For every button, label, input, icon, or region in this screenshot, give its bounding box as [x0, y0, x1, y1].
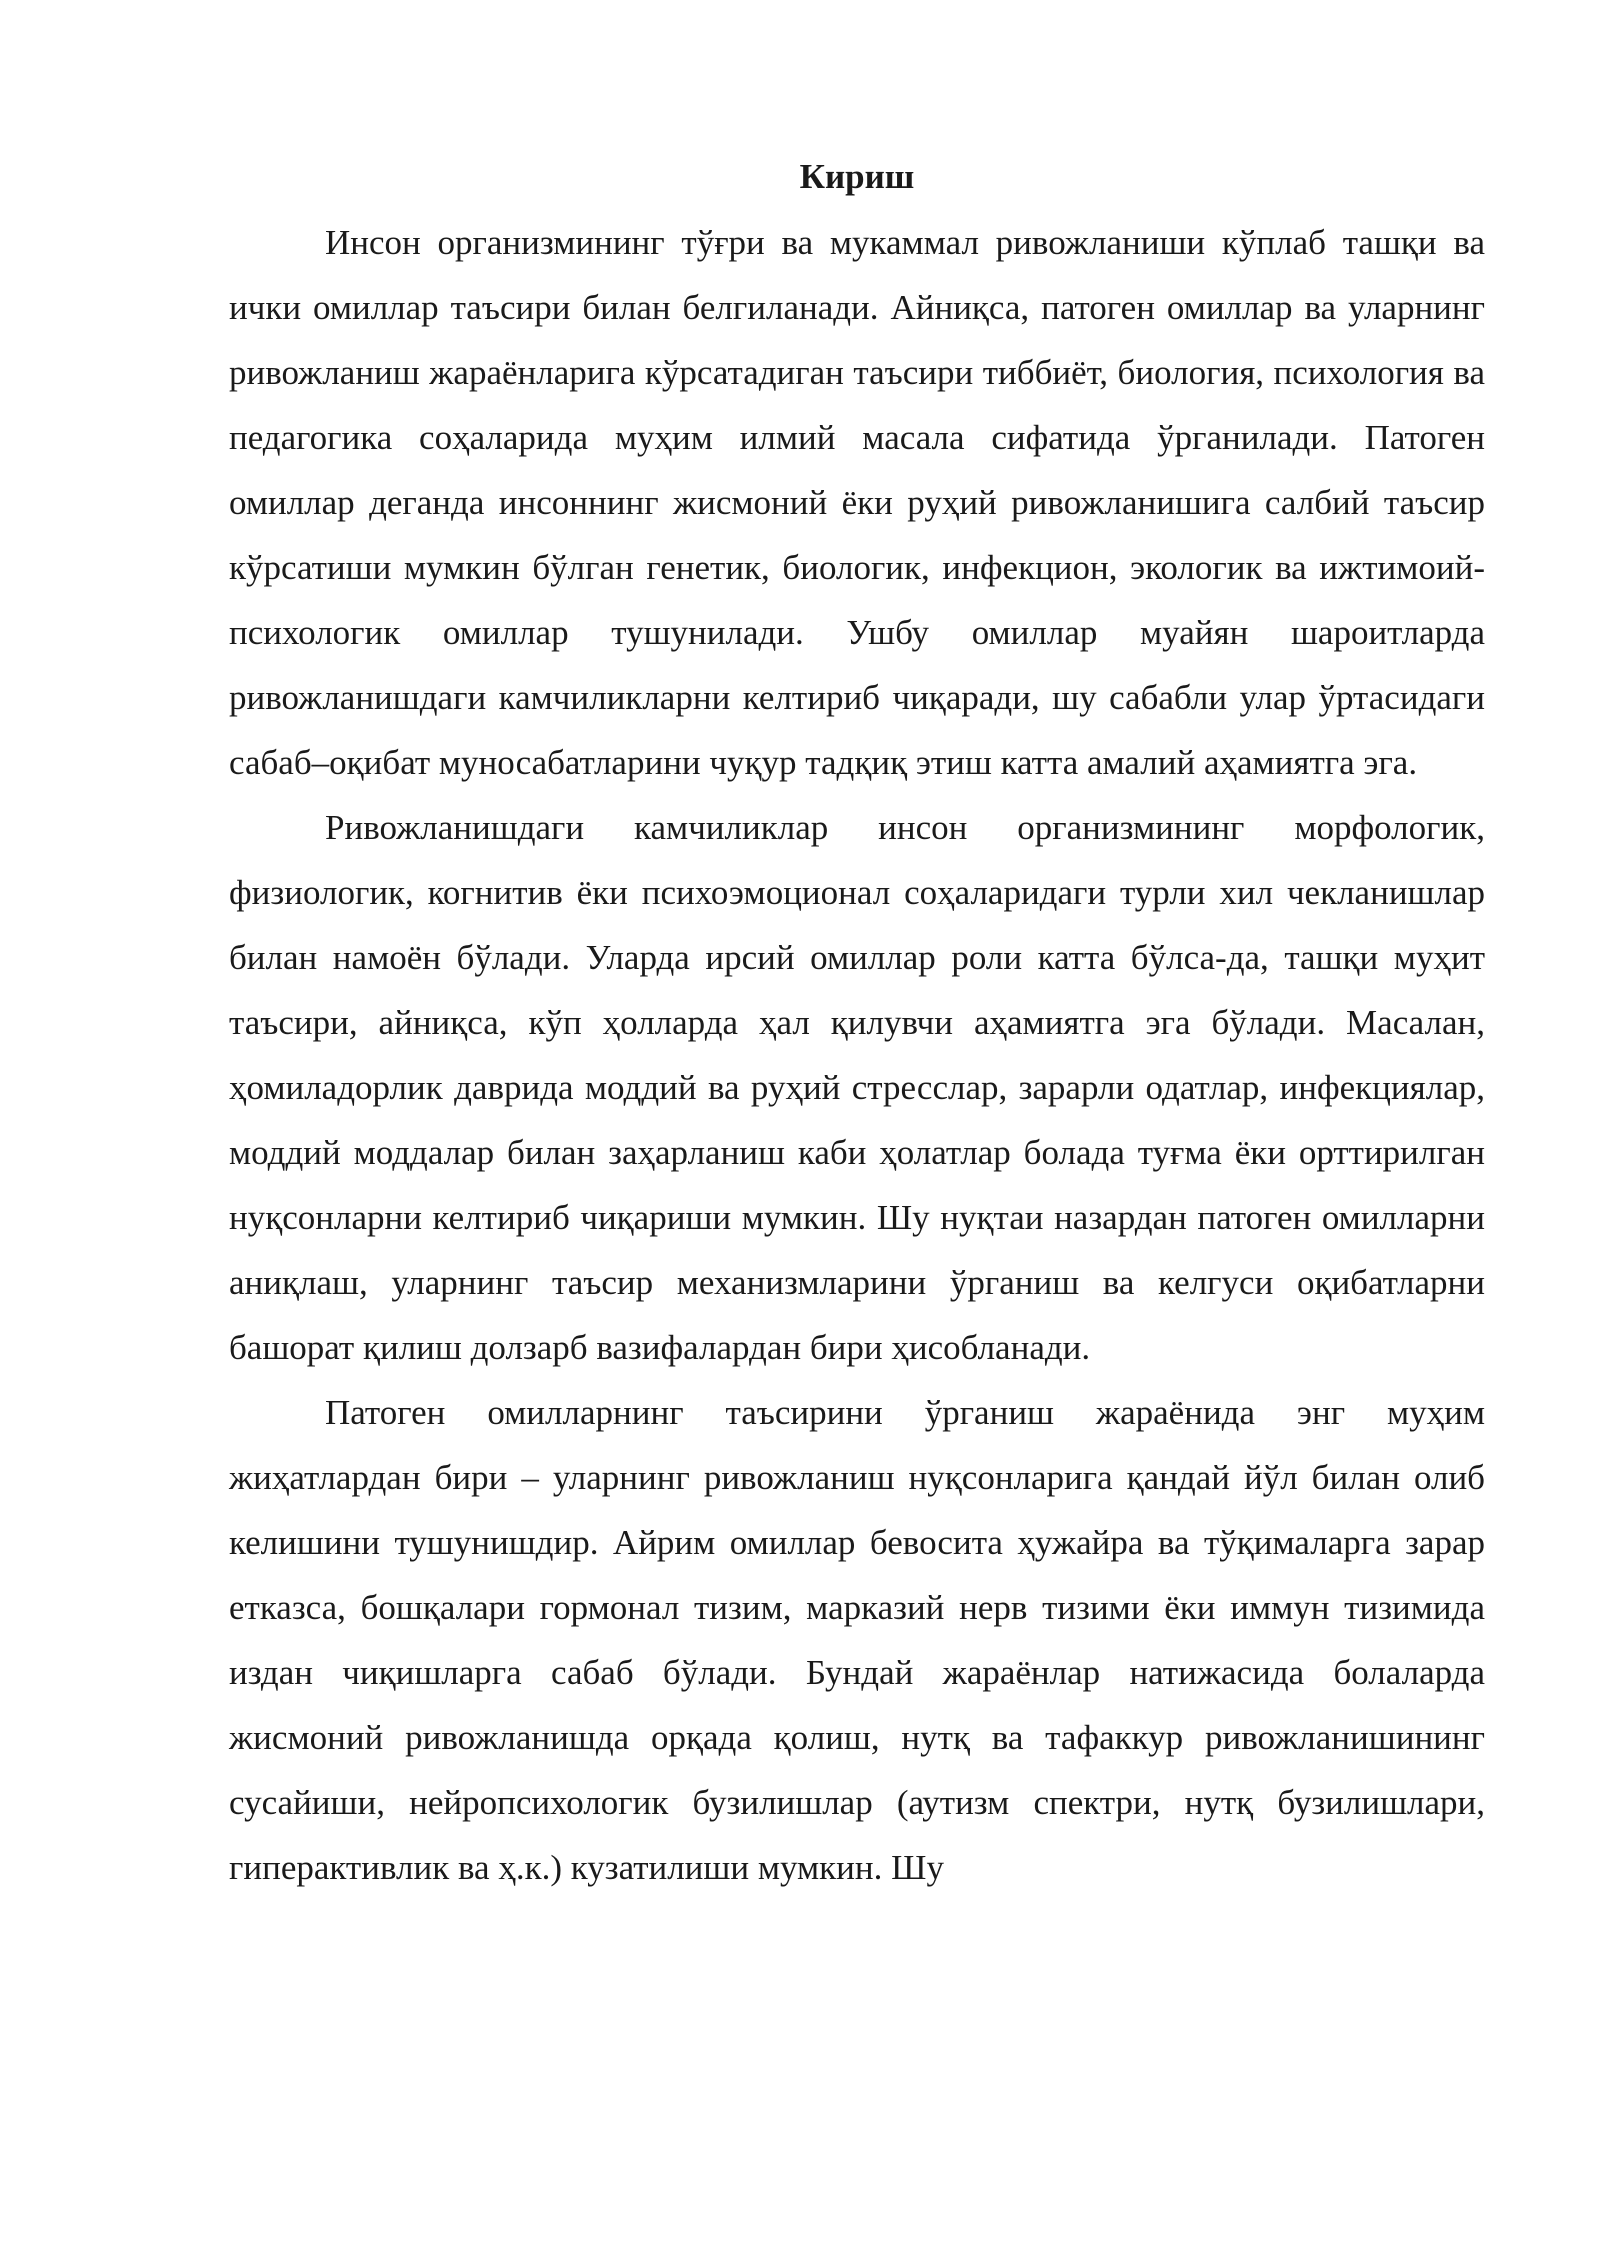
paragraph-3: Патоген омилларнинг таъсирини ўрганиш жараёнида энг муҳим жиҳатлардан бири – уларнинг ривожланиш нуқсонларига қандай йўл билан олиб келишини тушунишдир. Айрим омиллар бевосита ҳужайра ва тўқималарга зарар етказса, бошқалари гормонал тизим, марказий нерв тизими ёки иммун тизимида издан чиқишларга сабаб бўлади. Бундай жараёнлар натижасида болаларда жисмоний ривожланишда орқада қолиш, нутқ ва тафаккур ривожланишининг сусайиши, нейропсихологик бузилишлар (аутизм спектри, нутқ бузилишлари, гиперактивлик ва ҳ.к.) кузатилиши мумкин. Шу — [229, 1393, 1485, 1887]
paragraph-2: Ривожланишдаги камчиликлар инсон организмининг морфологик, физиологик, когнитив ёки психоэмоционал соҳаларидаги турли хил чекланишлар билан намоён бўлади. Уларда ирсий омиллар роли катта бўлса-да, ташқи муҳит таъсири, айниқса, кўп ҳолларда ҳал қилувчи аҳамиятга эга бўлади. Масалан, ҳомиладорлик даврида моддий ва руҳий стресслар, зарарли одатлар, инфекциялар, моддий моддалар билан заҳарланиш каби ҳолатлар болада туғма ёки орттирилган нуқсонларни келтириб чиқариши мумкин. Шу нуқтаи назардан патоген омилларни аниқлаш, уларнинг таъсир механизмларини ўрганиш ва келгуси оқибатларни башорат қилиш долзарб вазифалардан бири ҳисобланади. — [229, 808, 1485, 1367]
document-body — [229, 150, 1485, 1900]
paragraph-1: Инсон организмининг тўғри ва мукаммал ривожланиши кўплаб ташқи ва ички омиллар таъсири билан белгиланади. Айниқса, патоген омиллар ва уларнинг ривожланиш жараёнларига кўрсатадиган таъсири тиббиёт, биология, психология ва педагогика соҳаларида муҳим илмий масала сифатида ўрганилади. Патоген омиллар деганда инсоннинг жисмоний ёки руҳий ривожланишига салбий таъсир кўрсатиши мумкин бўлган генетик, биологик, инфекцион, экологик ва ижтимоий-психологик омиллар тушунилади. Ушбу омиллар муайян шароитларда ривожланишдаги камчиликларни келтириб чиқаради, шу сабабли улар ўртасидаги сабаб–оқибат муносабатларини чуқур тадқиқ этиш катта амалий аҳамиятга эга. — [229, 223, 1485, 782]
page-title: Кириш — [799, 157, 915, 196]
